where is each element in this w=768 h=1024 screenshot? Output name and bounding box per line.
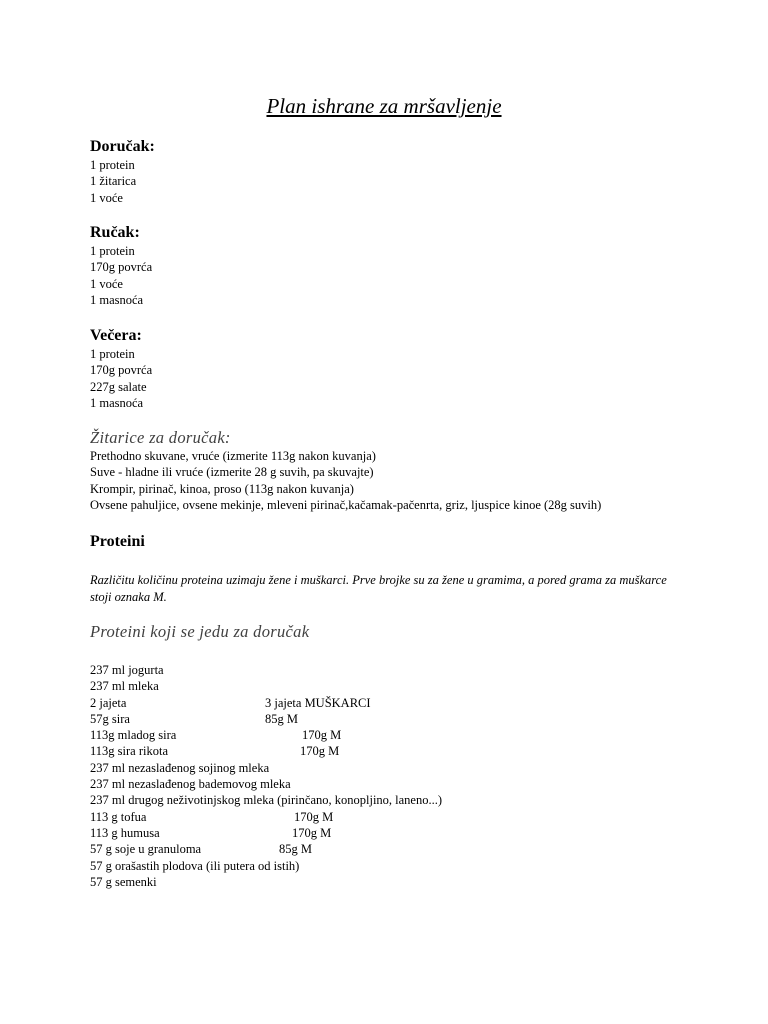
table-row — [90, 743, 690, 759]
row-item: 57g sira — [90, 711, 130, 726]
table-row — [90, 727, 690, 743]
list-item: 1 voće — [90, 190, 123, 205]
grains-list — [90, 448, 601, 513]
list-item: 170g povrća — [90, 363, 153, 378]
lunch-heading: Ručak: — [90, 224, 140, 241]
row-item: 237 ml drugog neživotinjskog mleka (pirinčano, konopljino, laneno...) — [90, 793, 443, 808]
list-item: Ovsene pahuljice, ovsene mekinje, mleveni pirinač,kačamak-pačenrta, griz, ljuspice kinoe (28g suvih) — [90, 497, 602, 512]
breakfast-list — [90, 157, 136, 206]
table-row — [90, 825, 690, 841]
list-item: 1 voće — [90, 276, 123, 291]
document-title: Plan ishrane za mršavljenje — [266, 94, 502, 118]
row-item: 113g mladog sira — [90, 728, 177, 743]
row-men-amount: 170g M — [302, 728, 342, 743]
list-item: 227g salate — [90, 379, 147, 394]
list-item: 1 žitarica — [90, 174, 137, 189]
list-item: 1 protein — [90, 244, 135, 258]
table-row — [90, 841, 690, 857]
row-item: 237 ml nezaslađenog bademovog mleka — [90, 777, 291, 792]
protein-table — [90, 662, 690, 890]
dinner-heading: Večera: — [90, 327, 142, 344]
row-item: 2 jajeta — [90, 695, 127, 710]
row-men-amount: 85g M — [265, 711, 298, 726]
list-item: 1 protein — [90, 158, 135, 172]
list-item: 1 protein — [90, 347, 135, 361]
list-item: Suve - hladne ili vruće (izmerite 28 g suvih, pa skuvajte) — [90, 465, 374, 480]
table-row — [90, 711, 690, 727]
table-row — [90, 776, 690, 792]
table-row — [90, 695, 690, 711]
row-men-amount: 3 jajeta MUŠKARCI — [265, 695, 371, 710]
row-men-amount: 85g M — [279, 842, 312, 857]
list-item: 1 masnoća — [90, 292, 144, 307]
list-item: 1 masnoća — [90, 395, 144, 410]
row-item: 237 ml nezaslađenog sojinog mleka — [90, 760, 270, 775]
proteins-heading: Proteini — [90, 533, 145, 550]
lunch-list — [90, 243, 152, 308]
row-men-amount: 170g M — [294, 809, 334, 824]
row-item: 57 g orašastih plodova (ili putera od istih) — [90, 858, 300, 873]
list-item: 170g povrća — [90, 260, 153, 275]
list-item: Krompir, pirinač, kinoa, proso (113g nakon kuvanja) — [90, 481, 354, 496]
table-row — [90, 792, 690, 808]
table-row — [90, 678, 690, 694]
row-item: 113 g humusa — [90, 825, 160, 840]
table-row — [90, 874, 690, 890]
row-men-amount: 170g M — [300, 744, 340, 759]
grains-heading: Žitarice za doručak: — [90, 428, 231, 447]
row-item: 57 g semenki — [90, 874, 157, 889]
table-row — [90, 809, 690, 825]
table-row — [90, 858, 690, 874]
row-item: 237 ml jogurta — [90, 663, 164, 677]
table-row — [90, 662, 690, 678]
row-item: 113 g tofua — [90, 809, 147, 824]
row-item: 57 g soje u granuloma — [90, 842, 202, 857]
row-item: 237 ml mleka — [90, 679, 159, 694]
row-men-amount: 170g M — [292, 825, 332, 840]
row-item: 113g sira rikota — [90, 744, 168, 759]
breakfast-heading: Doručak: — [90, 138, 155, 155]
table-row — [90, 760, 690, 776]
list-item: Prethodno skuvane, vruće (izmerite 113g nakon kuvanja) — [90, 449, 376, 463]
dinner-list — [90, 346, 152, 411]
proteins-subheading: Proteini koji se jedu za doručak — [90, 622, 310, 641]
proteins-note: Različitu količinu proteina uzimaju žene i muškarci. Prve brojke su za žene u gramima, a pored grama za muškarce stoji oznaka M. — [90, 573, 667, 604]
